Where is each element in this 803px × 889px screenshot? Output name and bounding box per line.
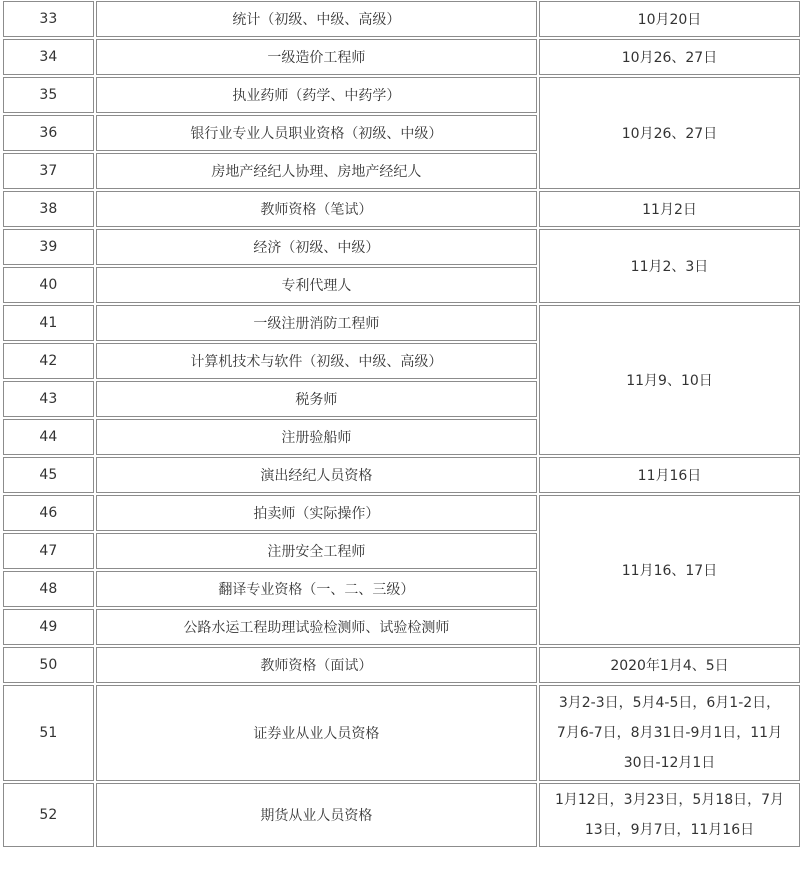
exam-date: 11月16、17日 (539, 495, 800, 645)
exam-date: 11月2、3日 (539, 229, 800, 303)
exam-date: 11月9、10日 (539, 305, 800, 455)
exam-name: 执业药师（药学、中药学） (96, 77, 537, 113)
table-row (3, 647, 800, 683)
exam-name: 统计（初级、中级、高级） (96, 1, 537, 37)
table-row (3, 457, 800, 493)
exam-date: 10月26、27日 (539, 77, 800, 189)
exam-date (539, 783, 800, 847)
row-number: 52 (3, 783, 94, 847)
exam-name: 一级注册消防工程师 (96, 305, 537, 341)
exam-name: 翻译专业资格（一、二、三级） (96, 571, 537, 607)
exam-name: 证券业从业人员资格 (96, 685, 537, 781)
table-row (3, 685, 800, 781)
row-number: 47 (3, 533, 94, 569)
table-row (3, 39, 800, 75)
exam-date: 11月16日 (539, 457, 800, 493)
row-number: 43 (3, 381, 94, 417)
exam-date (539, 685, 800, 781)
exam-name: 经济（初级、中级） (96, 229, 537, 265)
row-number: 39 (3, 229, 94, 265)
row-number: 48 (3, 571, 94, 607)
table-row (3, 191, 800, 227)
exam-date-line: 7月6-7日，8月31日-9月1日，11月 (556, 725, 783, 741)
table-row (3, 77, 800, 113)
exam-name: 税务师 (96, 381, 537, 417)
row-number: 38 (3, 191, 94, 227)
exam-date-line: 1月12日，3月23日，5月18日，7月 (554, 792, 785, 808)
row-number: 45 (3, 457, 94, 493)
exam-date: 2020年1月4、5日 (539, 647, 800, 683)
exam-name: 房地产经纪人协理、房地产经纪人 (96, 153, 537, 189)
exam-schedule-table (1, 0, 802, 849)
table-row (3, 783, 800, 847)
table-row (3, 1, 800, 37)
row-number: 51 (3, 685, 94, 781)
row-number: 40 (3, 267, 94, 303)
exam-name: 注册验船师 (96, 419, 537, 455)
exam-date: 11月2日 (539, 191, 800, 227)
exam-date: 10月20日 (539, 1, 800, 37)
exam-name: 拍卖师（实际操作） (96, 495, 537, 531)
row-number: 37 (3, 153, 94, 189)
table-row (3, 229, 800, 265)
exam-name: 一级造价工程师 (96, 39, 537, 75)
row-number: 42 (3, 343, 94, 379)
table-row (3, 495, 800, 531)
row-number: 36 (3, 115, 94, 151)
row-number: 34 (3, 39, 94, 75)
table-row (3, 305, 800, 341)
row-number: 50 (3, 647, 94, 683)
exam-name: 教师资格（笔试） (96, 191, 537, 227)
row-number: 33 (3, 1, 94, 37)
row-number: 41 (3, 305, 94, 341)
exam-name: 教师资格（面试） (96, 647, 537, 683)
exam-name: 计算机技术与软件（初级、中级、高级） (96, 343, 537, 379)
exam-name: 公路水运工程助理试验检测师、试验检测师 (96, 609, 537, 645)
row-number: 35 (3, 77, 94, 113)
exam-name: 期货从业人员资格 (96, 783, 537, 847)
exam-date-line: 13日，9月7日，11月16日 (584, 822, 755, 838)
exam-date: 10月26、27日 (539, 39, 800, 75)
row-number: 49 (3, 609, 94, 645)
exam-name: 演出经纪人员资格 (96, 457, 537, 493)
row-number: 44 (3, 419, 94, 455)
exam-date-line: 3月2-3日，5月4-5日，6月1-2日， (558, 695, 781, 711)
exam-name: 注册安全工程师 (96, 533, 537, 569)
exam-date-line: 30日-12月1日 (623, 755, 716, 771)
exam-name: 专利代理人 (96, 267, 537, 303)
exam-name: 银行业专业人员职业资格（初级、中级） (96, 115, 537, 151)
row-number: 46 (3, 495, 94, 531)
